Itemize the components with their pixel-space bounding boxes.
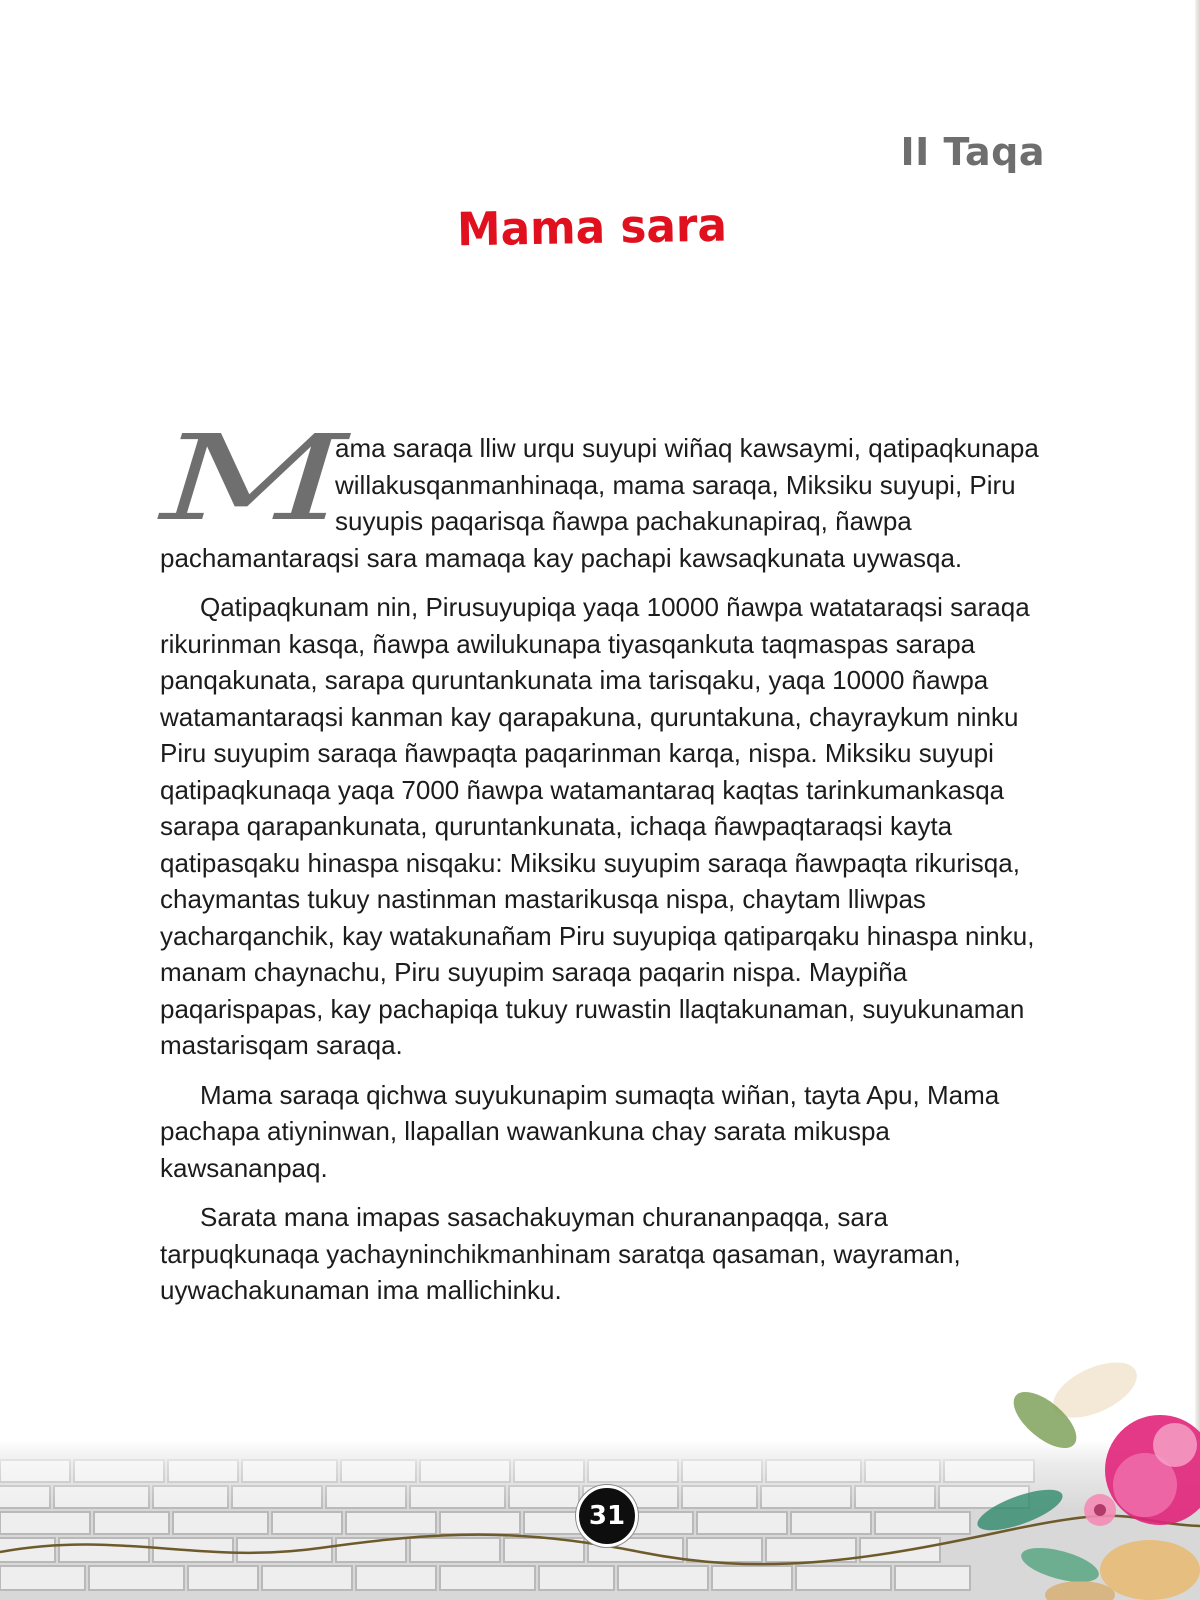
paragraph-3: Mama saraqa qichwa suyukunapim sumaqta wiñan, tayta Apu, Mama pachapa atiyninwan, llapallan wawankuna chay sarata mikuspa kawsananpaq. [160,1079,1000,1183]
body-text [160,409,1040,1322]
dropcap-letter: M [160,409,348,547]
page-title-text: Mama sara [456,197,728,257]
flower-decoration-icon [950,1350,1200,1600]
section-label: II Taqa [900,130,1045,174]
paragraph-1-text: ama saraqa lliw urqu suyupi wiñaq kawsaymi, qatipaqkunapa willakusqanmanhinaqa, mama saraqa, Miksiku suyupi, Piru suyupis paqarisqa ñawpa pachakunapiraq, ñawpa pachamantaraqsi sara mamaqa kay pachapi kawsaqkunata uywasqa. [160,433,1039,573]
page-number-badge: 31 [576,1485,638,1547]
paragraph-4: Sarata mana imapas sasachakuyman churananpaqqa, sara tarpuqkunaqa yachayninchikmanhinam saratqa qasaman, wayraman, uywachakunaman ima mallichinku. [160,1202,961,1305]
page-title [0,197,1184,257]
paragraph-1 [160,409,1040,576]
paragraph-2: Qatipaqkunam nin, Pirusuyupiqa yaqa 10000 ñawpa watataraqsi saraqa rikurinman kasqa, ñawpa awilukunapa tiyasqankuta taqmaspas sarapa panqakunata, sarapa quruntankunata ima tarisqaku, yaqa 10000 ñawpa watamantaraqsi kanman kay qarapakuna, quruntakuna, chayraykum ninku Piru suyupim saraqa ñawpaqta paqarinman karqa, nispa. Miksiku suyupi qatipaqkunaqa yaqa 7000 ñawpa watamantaraq kaqtas tarinkumankasqa sarapa qarapankunata, quruntankunata, ichaqa ñawpaqtaraqsi kayta qatipasqaku hinaspa nisqaku: Miksiku suyupim saraqa ñawpaqta rikurisqa, chaymantas tukuy nastinman mastarikusqa nispa, chaytam lliwpas yacharqanchik, kay watakunañam Piru suyupiqa qatiparqaku hinaspa ninku, manam chaynachu, Piru suyupim saraqa paqarin nispa. Maypiña paqarispapas, kay pachapiqa tukuy ruwastin llaqtakunaman, suyukunaman mastarisqam saraqa. [160,592,1035,1060]
